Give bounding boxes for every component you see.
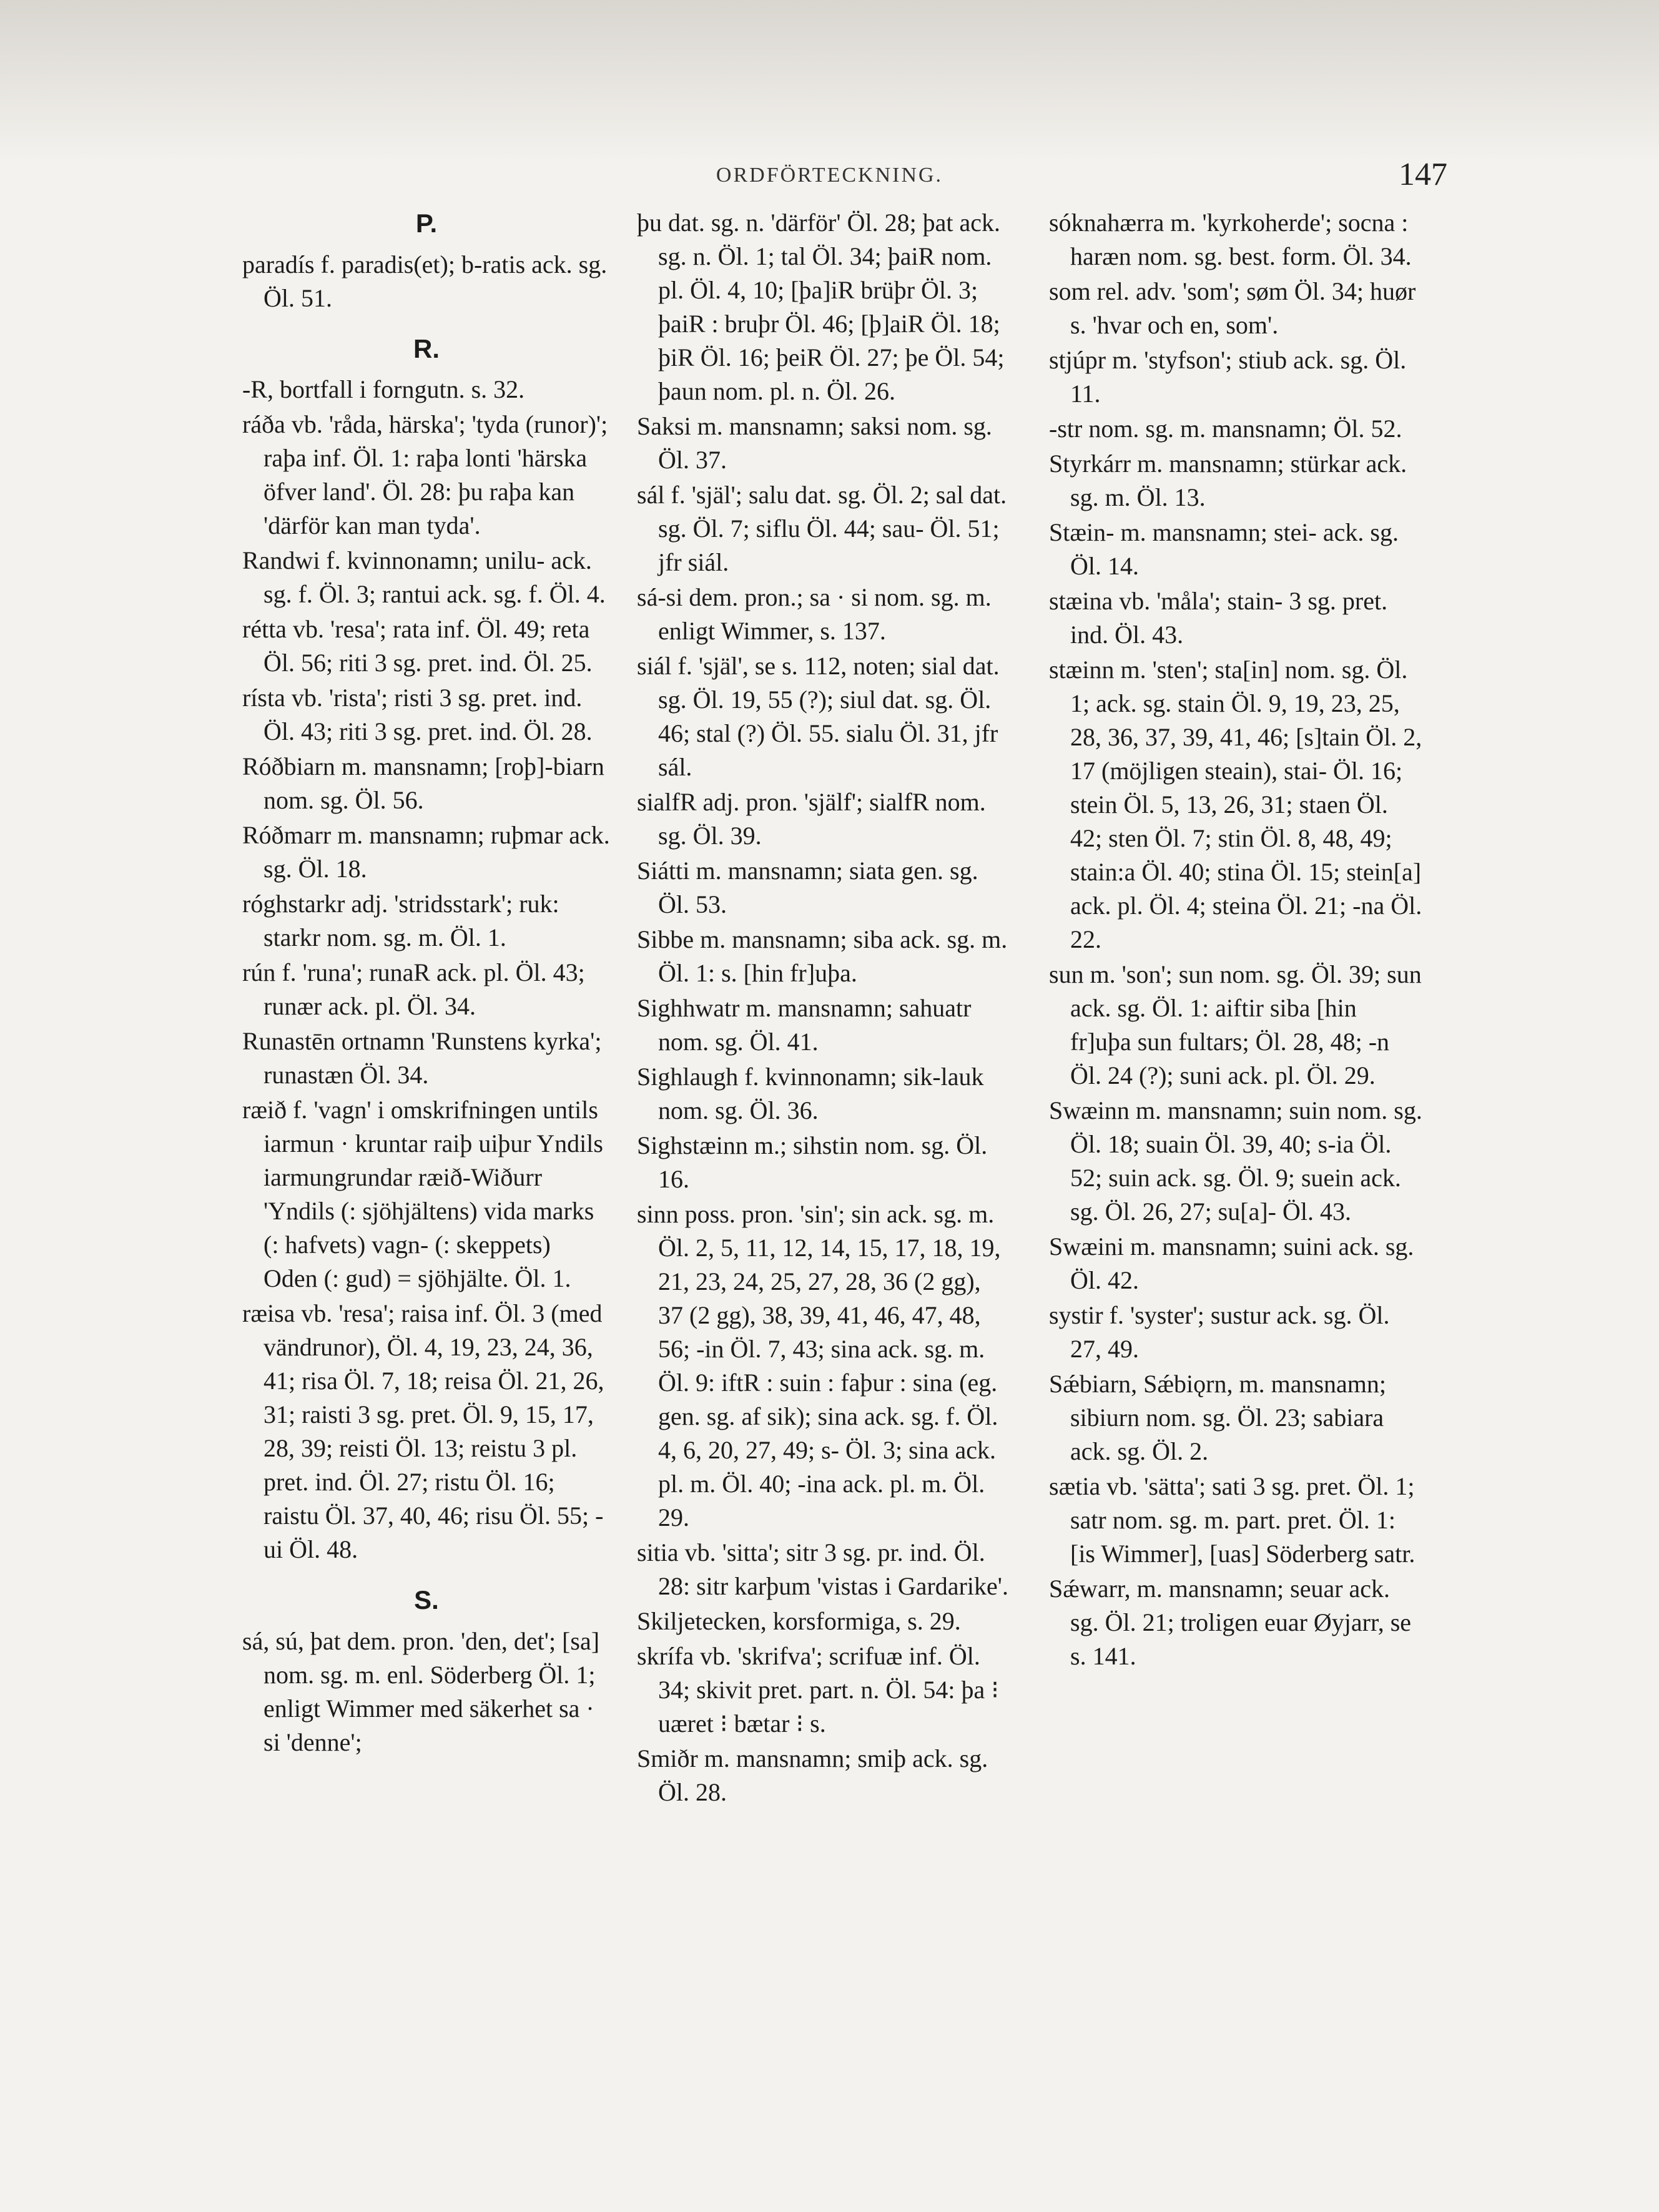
glossary-entry: Róðbiarn m. mansnamn; [roþ]-biarn nom. sg. Öl. 56. [242,752,604,815]
glossary-entry: rétta vb. 'resa'; rata inf. Öl. 49; reta Öl. 56; riti 3 sg. pret. ind. Öl. 25. [242,615,593,677]
glossary-entry: sá, sú, þat dem. pron. 'den, det'; [sa] nom. sg. m. enl. Söderberg Öl. 1; enligt Wimmer med säkerhet sa · si 'denne'; [242,1627,600,1757]
glossary-entry: Sighlaugh f. kvinnonamn; sik-lauk nom. sg. Öl. 36. [637,1063,984,1124]
glossary-entry: sóknahærra m. 'kyrkoherde'; socna : haræn nom. sg. best. form. Öl. 34. [1049,209,1412,270]
glossary-entry: -str nom. sg. m. mansnamn; Öl. 52. [1049,415,1402,443]
glossary-entry: stjúpr m. 'styfson'; stiub ack. sg. Öl. 11. [1049,346,1407,408]
glossary-entry: Sǽbiarn, Sǽbiǫrn, m. mansnamn; sibiurn nom. sg. Öl. 23; sabiara ack. sg. Öl. 2. [1049,1370,1386,1465]
glossary-entry: systir f. 'syster'; sustur ack. sg. Öl. 27, 49. [1049,1301,1390,1363]
glossary-entry: Styrkárr m. mansnamn; stürkar ack. sg. m. Öl. 13. [1049,450,1407,511]
glossary-entry: rísta vb. 'rista'; risti 3 sg. pret. ind. Öl. 43; riti 3 sg. pret. ind. Öl. 28. [242,684,593,746]
glossary-entry: stæinn m. 'sten'; sta[in] nom. sg. Öl. 1; ack. sg. stain Öl. 9, 19, 23, 25, 28, 36, 37, 39, 41, 46; [s]tain Öl. 2, 17 (möjligen steain), stai- Öl. 16; stein Öl. 5, 13, 26, 31; staen Öl. 42; sten Öl. 7; stin Öl. 8, 48, 49; stain:a Öl. 40; stina Öl. 15; stein[a] ack. pl. Öl. 4; steina Öl. 21; -na Öl. 22. [1049,656,1422,953]
glossary-entry: Sǽwarr, m. mansnamn; seuar ack. sg. Öl. 21; troligen euar Øyjarr, se s. 141. [1049,1575,1412,1670]
glossary-entry: Róðmarr m. mansnamn; ruþmar ack. sg. Öl. 18. [242,821,610,883]
glossary-entry: sá-si dem. pron.; sa · si nom. sg. m. enligt Wimmer, s. 137. [637,583,992,645]
glossary-column-2 [637,206,1012,1811]
running-title: ORDFÖRTECKNING. [716,164,943,187]
letter-heading: R. [413,333,440,363]
glossary-entry: sun m. 'son'; sun nom. sg. Öl. 39; sun ack. sg. Öl. 1: aiftir siba [hin fr]uþa sun fultars; Öl. 28, 48; -n Öl. 24 (?); suni ack. pl. Öl. 29. [1049,960,1422,1089]
glossary-entry: -R, bortfall i forngutn. s. 32. [242,375,525,404]
glossary-entry: sætia vb. 'sätta'; sati 3 sg. pret. Öl. 1; satr nom. sg. m. part. pret. Öl. 1: [is Wimmer], [uas] Söderberg satr. [1049,1472,1415,1568]
glossary-entry: Runastēn ortnamn 'Runstens kyrka'; runastæn Öl. 34. [242,1027,602,1089]
glossary-entry: rún f. 'runa'; runaR ack. pl. Öl. 43; runær ack. pl. Öl. 34. [242,958,585,1021]
letter-heading: S. [414,1585,439,1615]
page-edge-shadow [0,0,1659,162]
glossary-entry: paradís f. paradis(et); b-ratis ack. sg. Öl. 51. [242,250,608,312]
glossary-entry: sinn poss. pron. 'sin'; sin ack. sg. m. Öl. 2, 5, 11, 12, 14, 15, 17, 18, 19, 21, 23, 24, 25, 27, 28, 36 (2 gg), 37 (2 gg), 38, 39, 41, 46, 47, 48, 56; -in Öl. 7, 43; sina ack. sg. m. Öl. 9: iftR : suin : faþur : sina (eg. gen. sg. af sik); sina ack. sg. f. Öl. 4, 6, 20, 27, 49; s- Öl. 3; sina ack. pl. m. Öl. 40; -ina ack. pl. m. Öl. 29. [637,1200,1001,1531]
glossary-entry: þu dat. sg. n. 'därför' Öl. 28; þat ack. sg. n. Öl. 1; tal Öl. 34; þaiR nom. pl. Öl. 4, 10; [þa]iR brüþr Öl. 3; þaiR : bruþr Öl. 46; [þ]aiR Öl. 18; þiR Öl. 16; þeiR Öl. 27; þe Öl. 54; þaun nom. pl. n. Öl. 26. [637,209,1005,405]
glossary-column-1 [242,206,611,1761]
glossary-entry: Smiðr m. mansnamn; smiþ ack. sg. Öl. 28. [637,1744,988,1806]
glossary-entry: Sibbe m. mansnamn; siba ack. sg. m. Öl. 1: s. [hin fr]uþa. [637,925,1008,987]
glossary-entry: Swæinn m. mansnamn; suin nom. sg. Öl. 18; suain Öl. 39, 40; s-ia Öl. 52; suin ack. sg. Öl. 9; suein ack. sg. Öl. 26, 27; su[a]- Öl. 43. [1049,1096,1422,1226]
glossary-entry: sialfR adj. pron. 'själf'; sialfR nom. sg. Öl. 39. [637,788,986,850]
glossary-entry: ræisa vb. 'resa'; raisa inf. Öl. 3 (med vändrunor), Öl. 4, 19, 23, 24, 36, 41; risa Öl. 7, 18; reisa Öl. 21, 26, 31; raisti 3 sg. pret. Öl. 9, 15, 17, 28, 39; reisti Öl. 13; reistu 3 pl. pret. ind. Öl. 27; ristu Öl. 16; raistu Öl. 37, 40, 46; risu Öl. 55; -ui Öl. 48. [242,1299,604,1564]
glossary-entry: róghstarkr adj. 'stridsstark'; ruk: starkr nom. sg. m. Öl. 1. [242,890,559,952]
glossary-entry: Swæini m. mansnamn; suini ack. sg. Öl. 42. [1049,1232,1414,1294]
glossary-entry: Randwi f. kvinnonamn; unilu- ack. sg. f. Öl. 3; rantui ack. sg. f. Öl. 4. [242,546,606,609]
glossary-entry: Stæin- m. mansnamn; stei- ack. sg. Öl. 14. [1049,518,1399,580]
glossary-entry: Saksi m. mansnamn; saksi nom. sg. Öl. 37. [637,412,992,474]
glossary-entry: som rel. adv. 'som'; søm Öl. 34; huør s. 'hvar och en, som'. [1049,277,1416,339]
glossary-entry: Sighhwatr m. mansnamn; sahuatr nom. sg. Öl. 41. [637,994,972,1056]
glossary-entry: ráða vb. 'råda, härska'; 'tyda (runor)'; raþa inf. Öl. 1: raþa lonti 'härska öfver land'. Öl. 28: þu raþa kan 'därför kan man tyda'. [242,410,608,540]
glossary-entry: stæina vb. 'måla'; stain- 3 sg. pret. ind. Öl. 43. [1049,587,1388,649]
page-number: 147 [1399,157,1447,192]
glossary-column-3 [1049,206,1424,1674]
glossary-entry: skrífa vb. 'skrifva'; scrifuæ inf. Öl. 34; skivit pret. part. n. Öl. 54: þa ⁝ uæret ⁝ bætar ⁝ s. [637,1642,999,1738]
glossary-entry: ræið f. 'vagn' i omskrifningen untils iarmun · kruntar raiþ uiþur Yndils iarmungrundar ræið-Wiðurr 'Yndils (: sjöhjältens) vida marks (: hafvets) vagn- (: skeppets) Oden (: gud) = sjöhjälte. Öl. 1. [242,1096,603,1293]
letter-heading: P. [415,209,438,238]
glossary-entry: Siátti m. mansnamn; siata gen. sg. Öl. 53. [637,857,978,918]
glossary-entry: sál f. 'själ'; salu dat. sg. Öl. 2; sal dat. sg. Öl. 7; siflu Öl. 44; sau- Öl. 51; jfr siál. [637,481,1007,576]
glossary-entry: siál f. 'själ', se s. 112, noten; sial dat. sg. Öl. 19, 55 (?); siul dat. sg. Öl. 46; stal (?) Öl. 55. sialu Öl. 31, jfr sál. [637,652,1000,781]
glossary-entry: sitia vb. 'sitta'; sitr 3 sg. pr. ind. Öl. 28: sitr karþum 'vistas i Gardarike'. [637,1538,1008,1600]
glossary-entry: Sighstæinn m.; sihstin nom. sg. Öl. 16. [637,1131,988,1193]
glossary-entry: Skiljetecken, korsformiga, s. 29. [637,1607,961,1635]
